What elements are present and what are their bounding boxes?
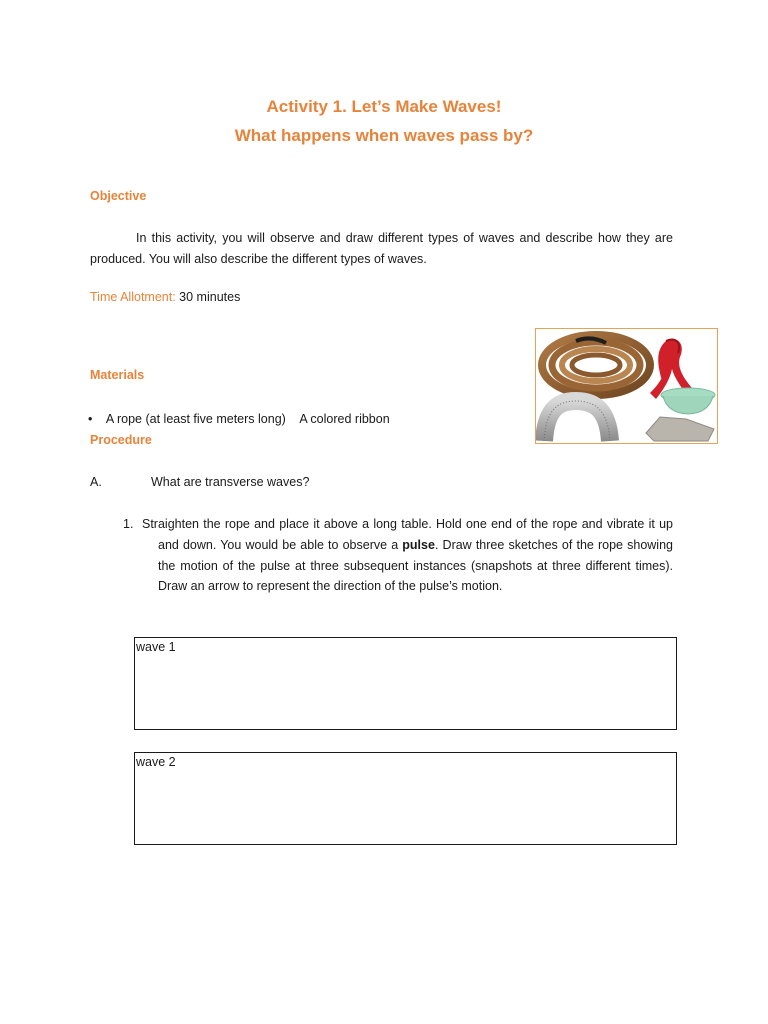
material-item-rope: A rope (at least five meters long) [105,412,286,426]
objective-text: In this activity, you will observe and draw different types of waves and describe how they are produced. You will also describe the different types of waves. [90,231,673,266]
material-item-ribbon: A colored ribbon [299,412,390,426]
wave-1-label: wave 1 [136,640,176,654]
materials-photo [535,328,718,444]
activity-title: Activity 1. Let’s Make Waves! [266,97,502,116]
activity-subtitle: What happens when waves pass by? [234,126,534,145]
basin-icon [661,388,715,414]
wave-2-drawing-box[interactable] [134,752,677,845]
materials-heading: Materials [90,368,145,382]
bullet: • [88,412,93,426]
rope-icon [542,335,650,395]
procedure-step-1 [123,514,673,597]
procedure-heading: Procedure [90,433,152,447]
section-title: What are transverse waves? [151,475,310,489]
step-number: 1. [123,517,134,531]
wave-2-label: wave 2 [136,755,176,769]
slinky-icon [544,401,610,441]
step-text [142,514,673,597]
time-allotment-value: 30 minutes [179,290,241,304]
time-allotment-label: Time Allotment: [90,290,176,304]
step-text-part2: . Draw three sketches of the rope showing the motion of the pulse at three subsequent instances (snapshots at three different times). Draw an arrow to represent the direction of the pulse’s motion. [158,537,673,594]
wave-1-drawing-box[interactable] [134,637,677,730]
pulse-term: pulse [402,537,435,552]
step-text-part1: Straighten the rope and place it above a long table. Hold one end of the rope and vibrate it up and down. You would be able to observe a [142,517,673,552]
section-letter: A. [90,475,102,489]
objective-paragraph [90,228,673,269]
objective-heading: Objective [90,189,147,203]
time-allotment [90,290,240,304]
materials-list [88,412,390,426]
foil-icon [646,417,714,441]
